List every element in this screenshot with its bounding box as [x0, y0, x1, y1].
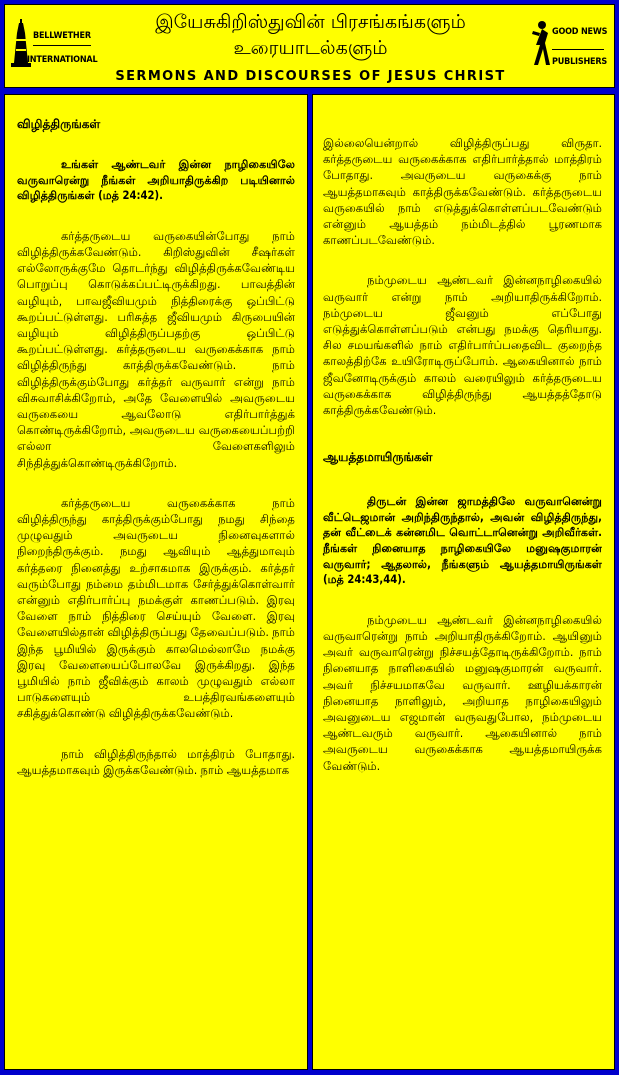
paragraph: கர்த்தருடைய வருகையின்போது நாம் விழித்திருக்கவேண்டும். கிறிஸ்துவின் சீஷர்கள் எல்லோருக்குமே தொடர்ந்து விழித்திருக்கவேண்டிய பொறுப்பு கொடுக்கப்பட்டிருக்கிறது. பாவத்தின் வழியும், பாவஜீவியமும் நித்திரைக்கு ஒப்பிட்டு கூறப்பட்டுள்ளது. பரிசுத்த ஜீவியமும் கிருபையின் வழியும் விழித்திருப்பதற்கு ஒப்பிட்டு கூறப்பட்டுள்ளது. கர்த்தருடைய வருகைக்காக நாம் விழித்திருந்து காத்திருக்கவேண்டும். நாம் விழித்திருக்கும்போது கர்த்தர் வருவார் என்று நாம் விசுவாசிக்கிறோம், அதே வேளையில் அவருடைய வருகையை ஆவலோடு எதிர்பார்த்துக் கொண்டிருக்கிறோம், அவருடைய வருகையைப்பற்றி எல்லா வேளைகளிலும் சிந்தித்துக்கொண்டிருக்கிறோம்.: [17, 228, 295, 470]
good-news-logo: [530, 15, 608, 79]
paragraph: நம்முடைய ஆண்டவர் இன்னநாழிகையில் வருவார் என்று நாம் அறியாதிருக்கிறோம். நம்முடைய ஜீவனும் எப்போது எடுத்துக்கொள்ளப்படும் என்பது நமக்கு தெரியாது. சில சமயங்களில் நாம் எதிர்பார்ப்பதைவிட குறைந்த காலத்திற்கே உயிரோடிருப்போம். ஆகையினால் நாம் ஜீவனோடிருக்கும் காலம் வரையிலும் கர்த்தருடைய வருகைக்காக விழித்திருந்து ஆயத்தத்தோடு காத்திருக்கவேண்டும்.: [323, 273, 602, 418]
paragraph: கர்த்தருடைய வருகைக்காக நாம் விழித்திருந்து காத்திருக்கும்போது நமது சிந்தை முழுவதும் அவருடைய நினைவுகளால் நிறைந்திருக்கும். நமது ஆவியும் ஆத்துமாவும் கர்த்தரை நினைத்து உற்சாகமாக இருக்கும். கர்த்தர் வரும்போது நம்மை தம்மிடமாக சேர்த்துக்கொள்வார் என்னும் எதிர்பார்ப்பு நமக்குள் காணப்படும். இரவு வேளை நாம் நித்திரை செய்யும் வேளை. இரவு வேளையில்தான் விழித்திருப்பது தேவைப்படும். நாம் இந்த பூமியில் இருக்கும் காலமெல்லாமே நமக்கு இரவு வேளையைப்போலவே இருக்கிறது. இந்த பூமியில் நாம் ஜீவிக்கும் காலம் முழுவதும் எல்லா பாடுகளையும் உபத்திரவங்களையும் சகித்துக்கொண்டு விழித்திருக்கவேண்டும்.: [17, 495, 295, 721]
paragraph: நம்முடைய ஆண்டவர் இன்னநாழிகையில் வருவாரென்று நாம் அறியாதிருக்கிறோம். ஆயினும் அவர் வருவாரென்று நிச்சயத்தோடிருக்கிறோம். நாம் நினையாத நாளிகையில் மனுஷகுமாரன் வருவார். அவர் நிச்சயமாகவே வருவார். ஊழியக்காரன் நினையாத நாளிலும், அறியாத நாழிகையிலும் அவனுடைய எஜமான் வருவதுபோல, நம்முடைய ஆண்டவரும் வருவார். ஆகையினால் நாம் அவருடைய வருகைக்காக ஆயத்தமாயிருக்க வேண்டும்.: [323, 612, 602, 773]
title-english: SERMONS AND DISCOURSES OF JESUS CHRIST: [115, 69, 506, 84]
logo-divider: [33, 45, 91, 46]
verse-matthew-24-43-44: திருடன் இன்ன ஜாமத்திலே வருவானென்று வீட்டெஜமான் அறிந்திருந்தால், அவன் விழித்திருந்து, தன் வீட்டைக் கன்னமிட வொட்டானென்று அறிவீர்கள். நீங்கள் நினையாத நாழிகையிலே மனுஷகுமாரன் வருவார்; ஆதலால், நீங்களும் ஆயத்தமாயிருங்கள் (மத் 24:43,44).: [323, 495, 602, 587]
left-column: [4, 94, 308, 1070]
figure-icon: [530, 19, 550, 67]
section-heading-watch: விழித்திருங்கள்: [17, 117, 101, 131]
bellwether-logo: [11, 15, 98, 79]
paragraph-continued: இல்லையென்றால் விழித்திருப்பது விருதா. கர்த்தருடைய வருகைக்காக எதிர்பார்த்தால் மாத்திரம் போதாது. அவருடைய வருகைக்கு நாம் ஆயத்தமாகவும் காத்திருக்கவேண்டும். கர்த்தருடைய வருகையில் நாம் எடுத்துக்கொள்ளப்படவேண்டும் என்னும் ஆயத்தம் நம்மிடத்தில் பூரணமாக காணப்படவேண்டும்.: [323, 136, 602, 248]
publisher-left-line2: INTERNATIONAL: [27, 55, 98, 65]
publisher-right-line2: PUBLISHERS: [552, 57, 608, 67]
publisher-right-line1: GOOD NEWS: [552, 27, 608, 37]
publisher-left-line1: BELLWETHER: [33, 31, 91, 41]
paragraph: நாம் விழித்திருந்தால் மாத்திரம் போதாது. ஆயத்தமாகவும் இருக்கவேண்டும். நாம் ஆயத்தமாக: [17, 746, 295, 777]
title-tamil-line1: இயேசுகிறிஸ்துவின் பிரசங்கங்களும்: [155, 11, 466, 33]
section-heading-be-ready: ஆயத்தமாயிருங்கள்: [323, 450, 433, 465]
title-tamil-line2: உரையாடல்களும்: [233, 37, 388, 59]
right-column: [312, 94, 615, 1070]
page-header: [4, 4, 615, 88]
verse-matthew-24-42: உங்கள் ஆண்டவர் இன்ன நாழிகையிலே வருவாரென்று நீங்கள் அறியாதிருக்கிற படியினால் விழித்திருங்கள் (மத் 24:42).: [17, 158, 295, 203]
logo-divider: [552, 49, 604, 50]
